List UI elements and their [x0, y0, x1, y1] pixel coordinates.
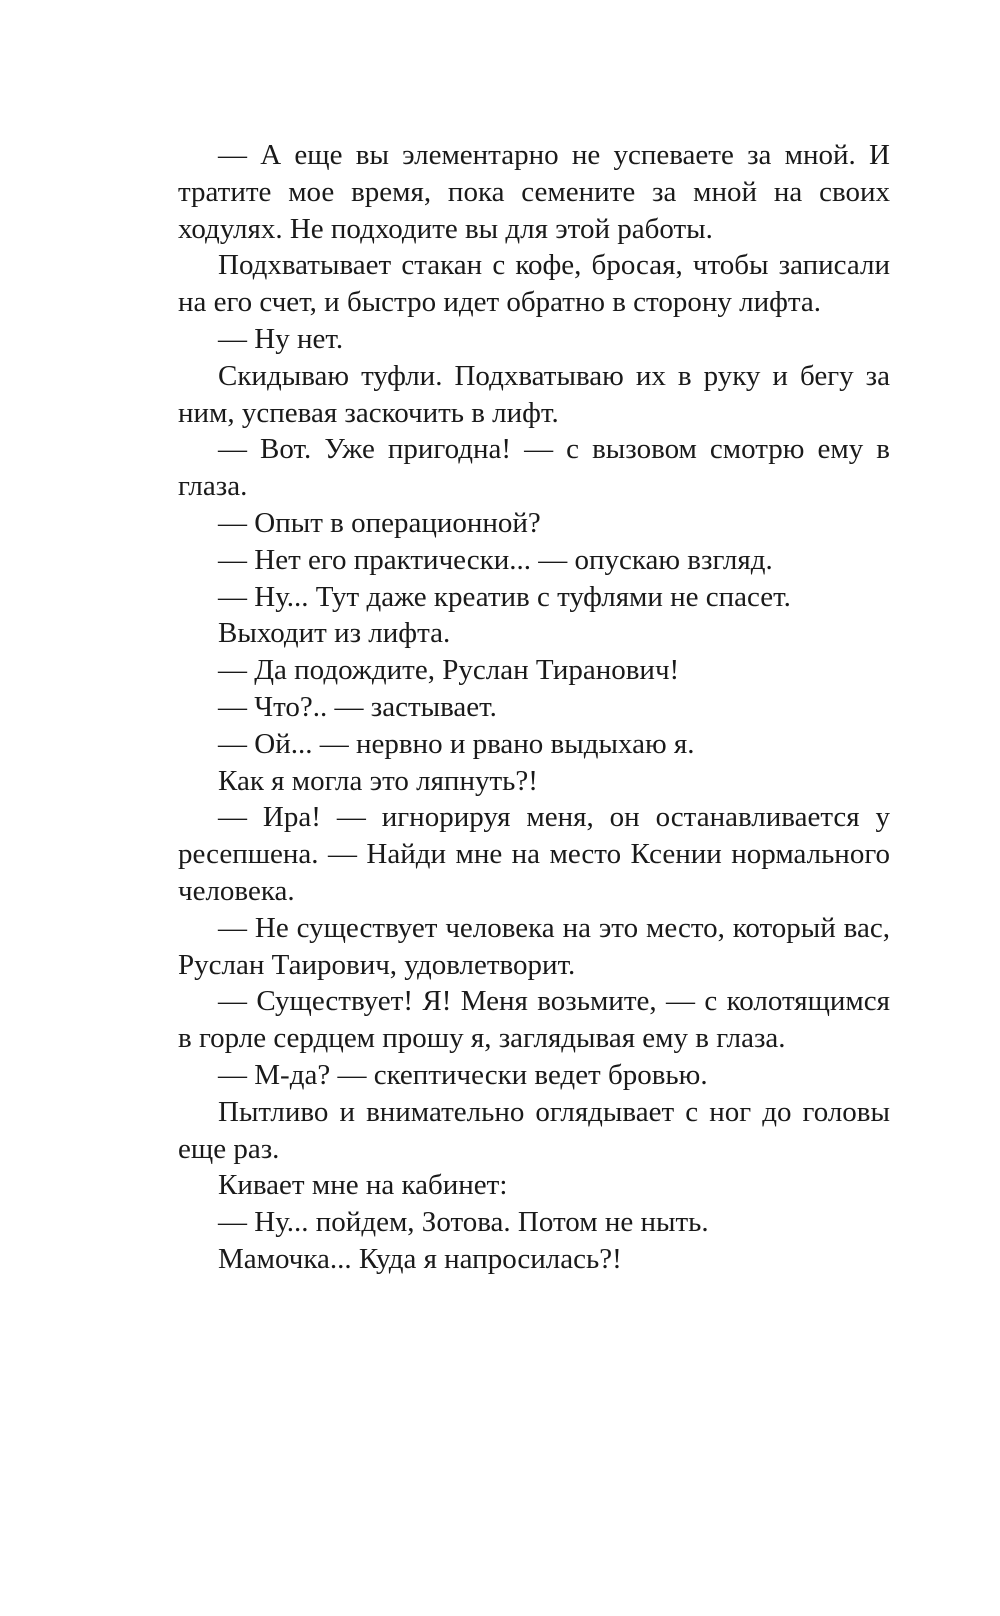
- paragraph: Мамочка... Куда я напросилась?!: [218, 1242, 622, 1275]
- paragraph: — Не существует человека на это место, который вас, Руслан Таирович, удовлетворит.: [178, 911, 890, 981]
- paragraph: — А еще вы элементарно не успеваете за мной. И тратите мое время, пока семените за мной на своих ходулях. Не подходите вы для этой работы.: [178, 139, 890, 245]
- paragraph: Кивает мне на кабинет:: [218, 1169, 508, 1202]
- paragraph: — Опыт в операционной?: [218, 506, 541, 539]
- paragraph: — М-да? — скептически ведет бровью.: [218, 1058, 708, 1091]
- paragraph: — Вот. Уже пригодна! — с вызовом смотрю ему в глаза.: [178, 433, 890, 503]
- paragraph: Пытливо и внимательно оглядывает с ног до головы еще раз.: [178, 1095, 890, 1165]
- paragraph: — Ира! — игнорируя меня, он останавливается у ресепшена. — Найди мне на место Ксении нормального человека.: [178, 801, 890, 907]
- paragraph: Выходит из лифта.: [218, 617, 451, 650]
- page-text: [178, 137, 890, 1278]
- paragraph: — Что?.. — застывает.: [218, 690, 497, 723]
- paragraph: Как я могла это ляпнуть?!: [218, 764, 538, 797]
- paragraph: — Ну... Тут даже креатив с туфлями не спасет.: [218, 580, 791, 613]
- paragraph: Скидываю туфли. Подхватываю их в руку и бегу за ним, успевая заскочить в лифт.: [178, 359, 890, 429]
- paragraph: — Ой... — нервно и рвано выдыхаю я.: [218, 727, 695, 760]
- paragraph: — Да подождите, Руслан Тиранович!: [218, 654, 680, 687]
- paragraph: — Существует! Я! Меня возьмите, — с колотящимся в горле сердцем прошу я, заглядывая ему в глаза.: [178, 985, 890, 1055]
- paragraph: — Ну нет.: [218, 322, 344, 355]
- paragraph: — Ну... пойдем, Зотова. Потом не ныть.: [218, 1206, 709, 1239]
- paragraph: — Нет его практически... — опускаю взгляд.: [218, 543, 773, 576]
- paragraph: Подхватывает стакан с кофе, бросая, чтобы записали на его счет, и быстро идет обратно в сторону лифта.: [178, 249, 890, 319]
